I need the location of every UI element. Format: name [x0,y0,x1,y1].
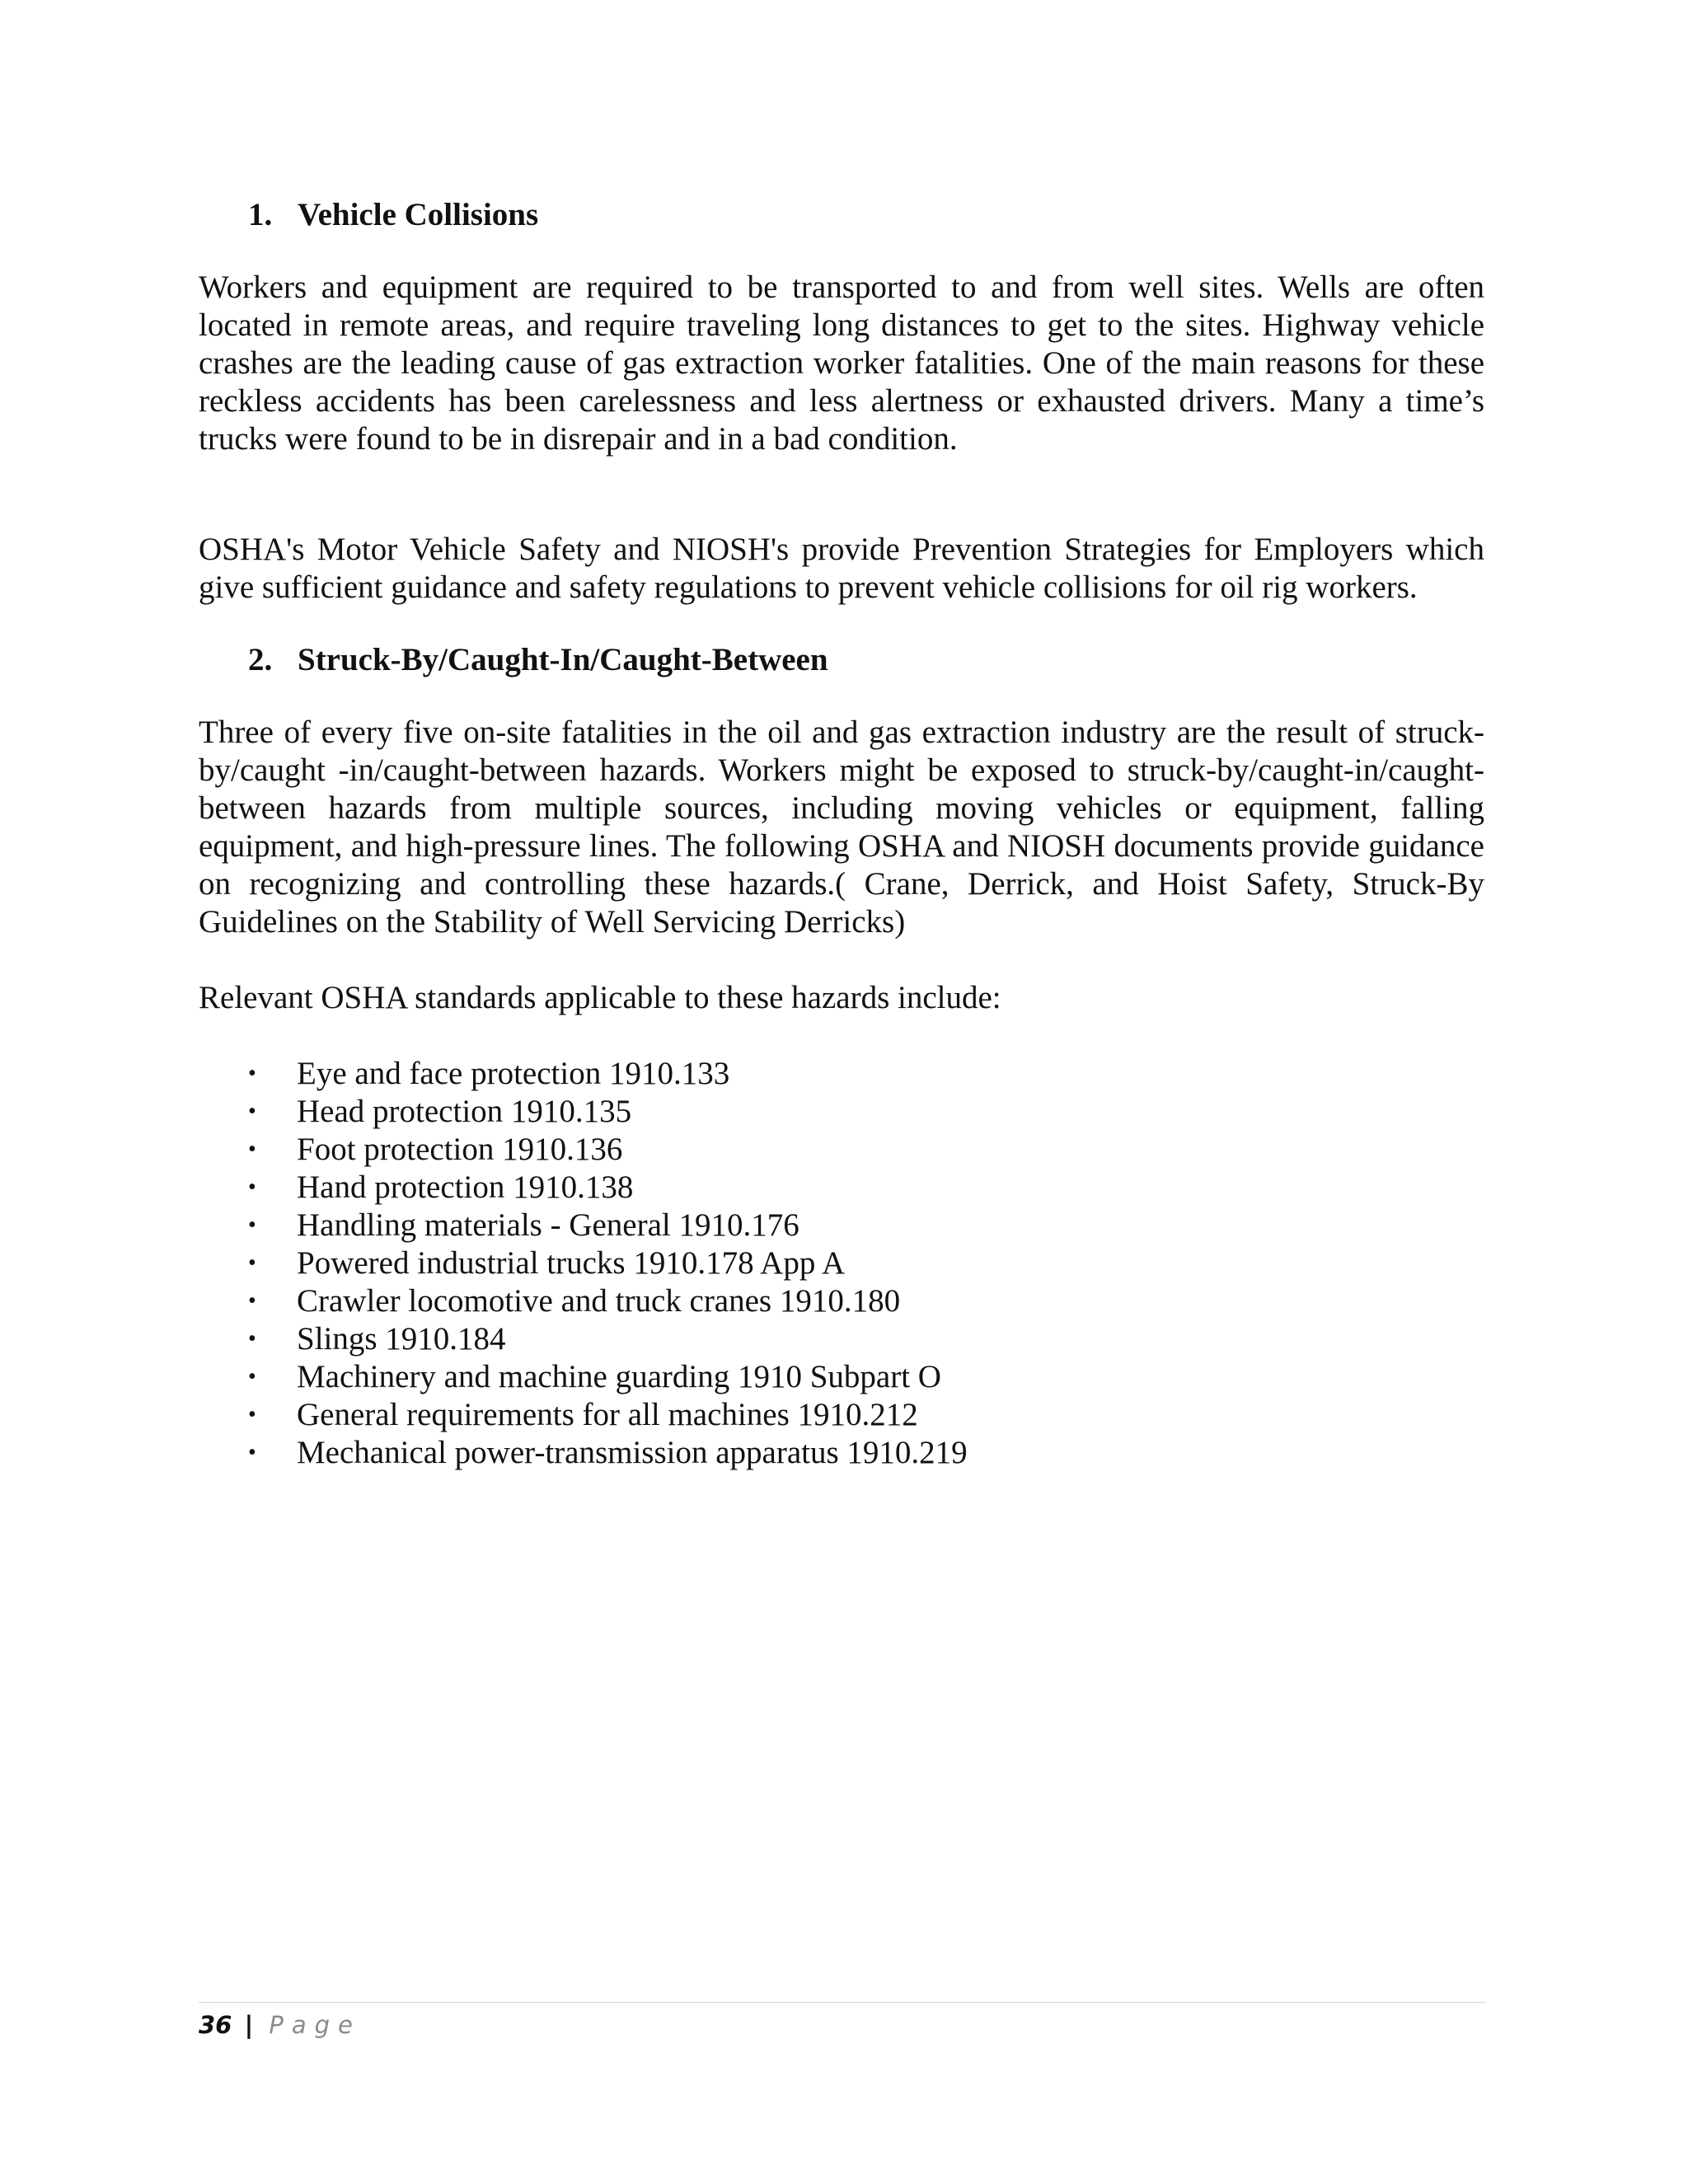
bullet-icon: • [248,1061,256,1086]
bullet-icon: • [248,1326,256,1352]
list-item [199,1093,1484,1131]
section-title: Vehicle Collisions [298,197,539,232]
section-number: 2. [248,642,273,677]
list-item [199,1320,1484,1358]
list-item [199,1131,1484,1169]
bullet-icon: • [248,1250,256,1276]
list-item-text: Foot protection 1910.136 [297,1132,623,1167]
footer-separator: | [244,2011,254,2039]
list-item-text: Eye and face protection 1910.133 [297,1056,730,1091]
paragraph-vehicle-transport: Workers and equipment are required to be transported to and from well sites. Wells are often located in remote areas, and require traveling long distances to get to the sites. Highway vehicle crashes are the leading cause of gas extraction worker fatalities. One of the main reasons for these reckless accidents has been carelessness and less alertness or exhausted drivers. Many a time’s trucks were found to be in disrepair and in a bad condition. [199,269,1484,457]
section-number: 1. [248,197,273,232]
bullet-icon: • [248,1137,256,1162]
list-item [199,1434,1484,1472]
list-item [199,1169,1484,1207]
page-footer [199,2011,361,2039]
paragraph-standards-intro: Relevant OSHA standards applicable to these hazards include: [199,980,1001,1015]
list-item-text: Handling materials - General 1910.176 [297,1207,799,1243]
section-heading-struck-by [199,641,1484,679]
page-number: 36 [199,2011,232,2039]
list-item-text: Powered industrial trucks 1910.178 App A [297,1245,846,1281]
list-item-text: Head protection 1910.135 [297,1094,632,1129]
bullet-icon: • [248,1440,256,1465]
bullet-icon: • [248,1099,256,1124]
section-title: Struck-By/Caught-In/Caught-Between [298,642,828,677]
list-item-text: Machinery and machine guarding 1910 Subpart O [297,1359,941,1394]
list-item [199,1282,1484,1320]
list-item-text: Crawler locomotive and truck cranes 1910.180 [297,1283,901,1319]
list-item [199,1244,1484,1282]
page-word: Page [269,2011,361,2039]
paragraph-osha-motor-vehicle: OSHA's Motor Vehicle Safety and NIOSH's provide Prevention Strategies for Employers which give sufficient guidance and safety regulations to prevent vehicle collisions for oil rig workers. [199,532,1484,605]
page-content [199,196,1484,1472]
bullet-icon: • [248,1288,256,1314]
list-item [199,1358,1484,1396]
bullet-icon: • [248,1212,256,1238]
list-item-text: Slings 1910.184 [297,1321,506,1357]
list-item [199,1055,1484,1093]
list-item-text: Hand protection 1910.138 [297,1169,634,1205]
list-item-text: Mechanical power-transmission apparatus 1910.219 [297,1435,968,1470]
bullet-icon: • [248,1174,256,1200]
list-item [199,1207,1484,1244]
osha-standards-list [199,1055,1484,1472]
bullet-icon: • [248,1364,256,1390]
paragraph-struck-by-hazards: Three of every five on-site fatalities in the oil and gas extraction industry are the result of struck-by/caught -in/caught-between hazards. Workers might be exposed to struck-by/caught-in/caught-between hazards from multiple sources, including moving vehicles or equipment, falling equipment, and high-pressure lines. The following OSHA and NIOSH documents provide guidance on recognizing and controlling these hazards.( Crane, Derrick, and Hoist Safety, Struck-By Guidelines on the Stability of Well Servicing Derricks) [199,715,1484,940]
section-heading-vehicle-collisions [199,196,1484,234]
list-item [199,1396,1484,1434]
footer-divider [199,2002,1486,2003]
bullet-icon: • [248,1402,256,1427]
list-item-text: General requirements for all machines 1910.212 [297,1397,918,1432]
